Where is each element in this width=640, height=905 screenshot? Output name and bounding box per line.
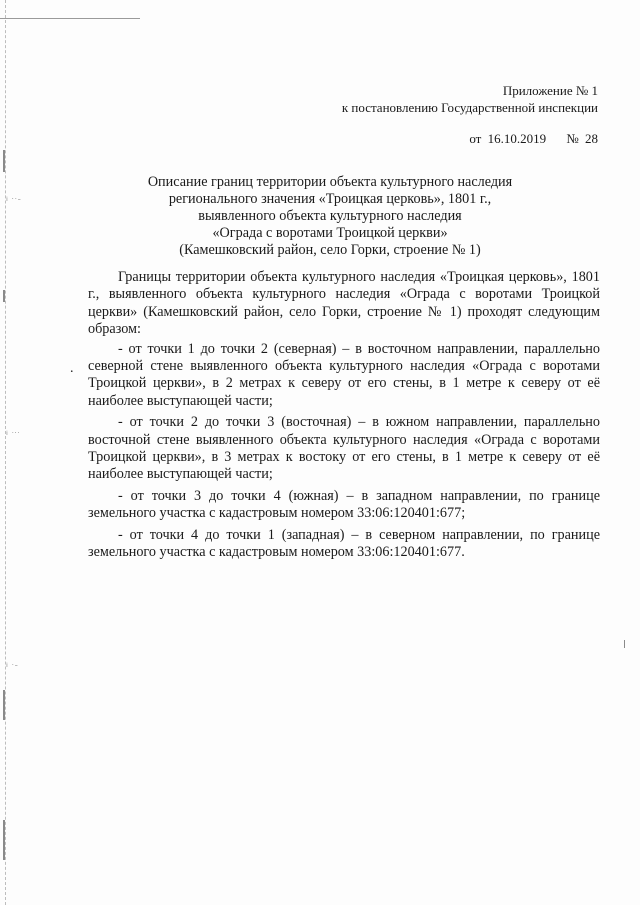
scan-dot-mark: . — [70, 361, 74, 376]
scan-artifact: ⁞ ·ˑ· — [6, 430, 21, 437]
appendix-issuer: к постановлению Государственной инспекции — [341, 100, 598, 115]
title-line: выявленного объекта культурного наследия — [198, 208, 462, 224]
title-line: Описание границ территории объекта культурного наследия — [147, 174, 513, 190]
document-title — [80, 174, 580, 259]
boundary-segment: - от точки 1 до точки 2 (северная) – в восточном направлении, параллельно северной стене выявленного объекта культурного наследия «Ограда с воротами Троицкой церкви», в 2 метрах к северу от его стены, в 1 метре к северу от её наиболее выступающей части; — [88, 340, 600, 409]
date-prefix: от — [469, 131, 482, 146]
number-sign: № — [566, 131, 579, 146]
title-line: (Камешковский район, село Горки, строение № 1) — [179, 242, 481, 258]
boundary-segment: - от точки 3 до точки 4 (южная) – в западном направлении, по границе земельного участка с кадастровым номером 33:06:120401:677; — [88, 487, 600, 522]
intro-paragraph: Границы территории объекта культурного наследия «Троицкая церковь», 1801 г., выявленного объекта культурного наследия «Ограда с воротами Троицкой церкви» (Камешковский район, село Горки, строение № 1) проходят следующим образом: — [88, 269, 600, 338]
scan-artifact: ⁞ ·– — [6, 662, 19, 669]
scan-artifact — [3, 150, 5, 172]
appendix-label: Приложение № 1 — [502, 83, 598, 98]
scan-artifact — [3, 690, 5, 720]
title-line: «Ограда с воротами Троицкой церкви» — [212, 225, 448, 241]
scan-artifact — [624, 640, 625, 648]
title-line: регионального значения «Троицкая церковь», 1801 г., — [168, 191, 492, 207]
scan-edge-line — [5, 0, 6, 905]
scan-top-rule — [0, 18, 140, 19]
appendix-date-line — [469, 131, 598, 147]
document-body — [88, 269, 600, 566]
boundary-segment: - от точки 4 до точки 1 (западная) – в северном направлении, по границе земельного участка с кадастровым номером 33:06:120401:677. — [88, 526, 600, 561]
decree-date: 16.10.2019 — [487, 131, 547, 146]
scan-artifact — [3, 290, 5, 302]
appendix-header — [342, 82, 598, 116]
boundary-segment: - от точки 2 до точки 3 (восточная) – в южном направлении, параллельно восточной стене выявленного объекта культурного наследия «Ограда с воротами Троицкой церкви», в 3 метрах к востоку от его стены, в 1 метре к северу от её наиболее выступающей части; — [88, 414, 600, 483]
scan-artifact: ⁞ ˑ·– — [6, 196, 22, 203]
scan-artifact — [3, 820, 5, 860]
decree-number: 28 — [585, 131, 598, 146]
